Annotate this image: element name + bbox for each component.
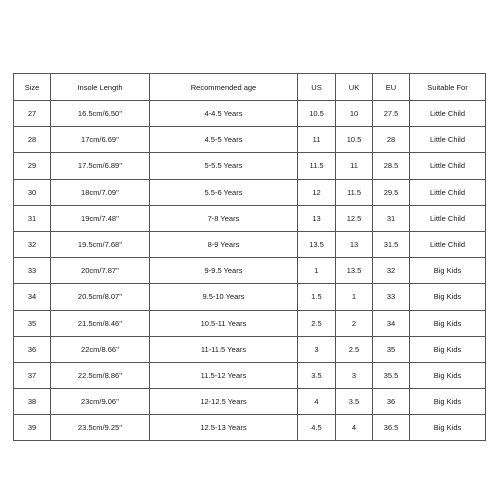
cell-size: 32 [14,231,51,257]
cell-eu: 31.5 [373,231,410,257]
cell-insole-length: 16.5cm/6.50'' [51,101,150,127]
cell-us: 10.5 [298,101,336,127]
cell-recommended-age: 9.5-10 Years [150,284,298,310]
cell-suitable-for: Big Kids [410,389,486,415]
cell-insole-length: 21.5cm/8.46'' [51,310,150,336]
cell-size: 27 [14,101,51,127]
size-chart-table [13,73,486,441]
cell-uk: 3.5 [336,389,373,415]
cell-size: 31 [14,205,51,231]
cell-suitable-for: Big Kids [410,310,486,336]
cell-size: 35 [14,310,51,336]
cell-uk: 11 [336,153,373,179]
cell-us: 12 [298,179,336,205]
cell-size: 28 [14,127,51,153]
cell-insole-length: 19cm/7.48'' [51,205,150,231]
cell-suitable-for: Little Child [410,153,486,179]
header-recommended-age: Recommended age [150,74,298,101]
cell-size: 29 [14,153,51,179]
table-row [14,101,486,127]
cell-us: 4.5 [298,415,336,441]
cell-size: 34 [14,284,51,310]
cell-eu: 35 [373,336,410,362]
table-row [14,284,486,310]
cell-recommended-age: 9-9.5 Years [150,258,298,284]
header-us: US [298,74,336,101]
cell-eu: 33 [373,284,410,310]
cell-eu: 29.5 [373,179,410,205]
cell-uk: 1 [336,284,373,310]
cell-eu: 35.5 [373,362,410,388]
cell-insole-length: 17.5cm/6.89'' [51,153,150,179]
header-row [14,74,486,101]
cell-size: 33 [14,258,51,284]
table-row [14,153,486,179]
header-size: Size [14,74,51,101]
cell-suitable-for: Little Child [410,231,486,257]
cell-insole-length: 20cm/7.87'' [51,258,150,284]
cell-eu: 28 [373,127,410,153]
header-insole-length: Insole Length [51,74,150,101]
cell-suitable-for: Big Kids [410,284,486,310]
cell-us: 11.5 [298,153,336,179]
cell-size: 36 [14,336,51,362]
cell-us: 3 [298,336,336,362]
cell-insole-length: 20.5cm/8.07'' [51,284,150,310]
cell-recommended-age: 12-12.5 Years [150,389,298,415]
table-row [14,336,486,362]
cell-uk: 3 [336,362,373,388]
cell-size: 37 [14,362,51,388]
cell-suitable-for: Big Kids [410,258,486,284]
cell-insole-length: 19.5cm/7.68'' [51,231,150,257]
cell-size: 39 [14,415,51,441]
cell-eu: 34 [373,310,410,336]
cell-uk: 11.5 [336,179,373,205]
cell-insole-length: 22cm/8.66'' [51,336,150,362]
header-eu: EU [373,74,410,101]
cell-suitable-for: Little Child [410,127,486,153]
cell-size: 30 [14,179,51,205]
cell-us: 4 [298,389,336,415]
cell-recommended-age: 5.5-6 Years [150,179,298,205]
cell-eu: 28.5 [373,153,410,179]
cell-us: 11 [298,127,336,153]
cell-insole-length: 22.5cm/8.86'' [51,362,150,388]
table-row [14,231,486,257]
cell-uk: 2 [336,310,373,336]
table-row [14,362,486,388]
cell-recommended-age: 7-8 Years [150,205,298,231]
cell-size: 38 [14,389,51,415]
cell-insole-length: 23cm/9.06'' [51,389,150,415]
cell-eu: 31 [373,205,410,231]
cell-insole-length: 17cm/6.69'' [51,127,150,153]
cell-us: 2.5 [298,310,336,336]
cell-recommended-age: 4.5-5 Years [150,127,298,153]
table-row [14,258,486,284]
cell-uk: 2.5 [336,336,373,362]
cell-recommended-age: 11-11.5 Years [150,336,298,362]
cell-uk: 10.5 [336,127,373,153]
cell-suitable-for: Big Kids [410,336,486,362]
table-row [14,179,486,205]
cell-recommended-age: 4-4.5 Years [150,101,298,127]
cell-suitable-for: Little Child [410,101,486,127]
header-uk: UK [336,74,373,101]
cell-us: 1.5 [298,284,336,310]
cell-suitable-for: Big Kids [410,415,486,441]
cell-recommended-age: 11.5-12 Years [150,362,298,388]
table-row [14,127,486,153]
cell-insole-length: 23.5cm/9.25'' [51,415,150,441]
table-row [14,310,486,336]
cell-insole-length: 18cm/7.09'' [51,179,150,205]
cell-uk: 4 [336,415,373,441]
cell-uk: 12.5 [336,205,373,231]
cell-recommended-age: 5-5.5 Years [150,153,298,179]
cell-recommended-age: 12.5-13 Years [150,415,298,441]
cell-suitable-for: Little Child [410,179,486,205]
cell-us: 13.5 [298,231,336,257]
cell-eu: 36 [373,389,410,415]
cell-eu: 27.5 [373,101,410,127]
cell-us: 3.5 [298,362,336,388]
cell-uk: 13.5 [336,258,373,284]
cell-uk: 10 [336,101,373,127]
table-row [14,389,486,415]
cell-eu: 32 [373,258,410,284]
cell-suitable-for: Big Kids [410,362,486,388]
cell-us: 1 [298,258,336,284]
cell-uk: 13 [336,231,373,257]
table-row [14,415,486,441]
cell-eu: 36.5 [373,415,410,441]
cell-suitable-for: Little Child [410,205,486,231]
cell-recommended-age: 10.5-11 Years [150,310,298,336]
cell-recommended-age: 8-9 Years [150,231,298,257]
cell-us: 13 [298,205,336,231]
header-suitable-for: Suitable For [410,74,486,101]
table-row [14,205,486,231]
